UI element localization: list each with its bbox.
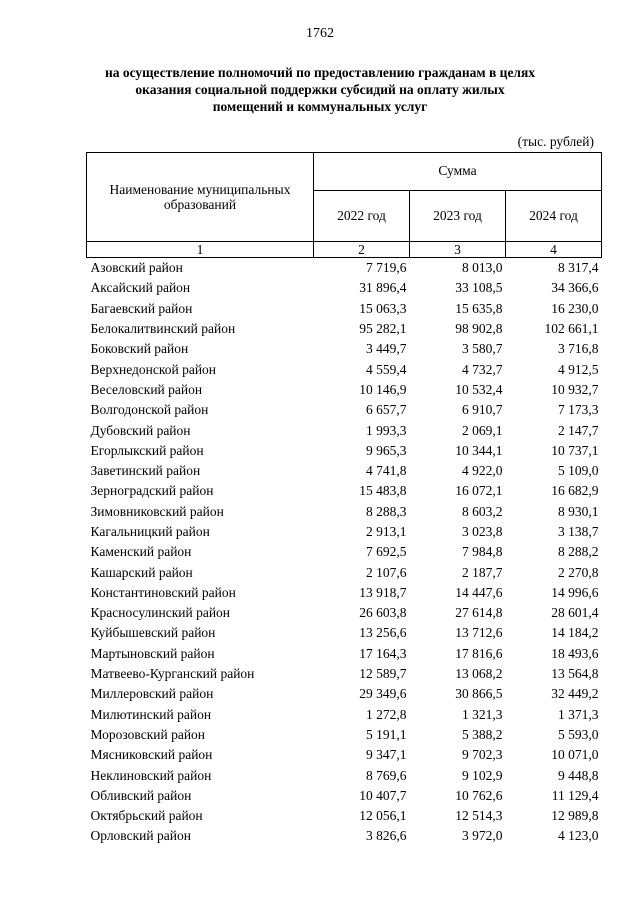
amount-2024: 18 493,6 [551, 645, 599, 661]
table-row [87, 562, 602, 582]
amount-2023: 13 712,6 [455, 625, 503, 641]
amount-2023: 2 069,1 [462, 422, 503, 438]
amount-2023: 30 866,5 [455, 686, 503, 702]
municipality-name: Мартыновский район [90, 645, 215, 661]
amount-2024: 5 593,0 [558, 726, 599, 742]
table-row [87, 441, 602, 461]
amount-2022: 7 719,6 [366, 260, 407, 276]
column-number: 4 [506, 242, 602, 258]
amount-2023: 3 580,7 [462, 341, 503, 357]
table-row [87, 826, 602, 846]
table-row [87, 278, 602, 298]
table-row [87, 806, 602, 826]
amount-2022: 3 826,6 [366, 828, 407, 844]
municipality-name: Красносулинский район [90, 605, 231, 621]
amount-2022: 12 589,7 [359, 666, 407, 682]
municipality-name: Аксайский район [90, 280, 191, 296]
municipality-name: Азовский район [90, 260, 183, 276]
amount-2024: 34 366,6 [551, 280, 599, 296]
table-row [87, 583, 602, 603]
amount-2023: 10 762,6 [455, 787, 503, 803]
amount-2024: 16 230,0 [551, 300, 599, 316]
amount-2023: 10 344,1 [455, 442, 503, 458]
table-row [87, 542, 602, 562]
amount-2022: 31 896,4 [359, 280, 407, 296]
table-row [87, 684, 602, 704]
amount-2023: 14 447,6 [455, 584, 503, 600]
amount-2024: 102 661,1 [544, 321, 599, 337]
table-row [87, 481, 602, 501]
amount-2022: 15 483,8 [359, 483, 407, 499]
amount-2024: 3 138,7 [558, 524, 599, 539]
amount-2022: 3 449,7 [366, 341, 407, 357]
amount-2024: 7 173,3 [558, 402, 599, 418]
amount-2024: 4 123,0 [558, 828, 599, 844]
amount-2022: 15 063,3 [359, 300, 407, 316]
amount-2023: 7 984,8 [462, 544, 503, 560]
table-row [87, 765, 602, 785]
amount-2023: 1 321,3 [462, 706, 503, 722]
table-row [87, 420, 602, 440]
amount-2023: 13 068,2 [455, 666, 503, 682]
municipality-name: Кашарский район [90, 564, 193, 580]
amount-2022: 7 692,5 [366, 544, 407, 560]
amount-2024: 14 996,6 [551, 584, 599, 600]
amount-2022: 13 256,6 [359, 625, 407, 641]
municipality-name: Матвеево-Курганский район [90, 666, 255, 682]
amount-2024: 8 317,4 [558, 260, 599, 276]
table-row [87, 644, 602, 664]
amount-2024: 14 184,2 [551, 625, 599, 641]
table-row [87, 299, 602, 319]
municipality-name: Милютинский район [90, 706, 212, 722]
amount-2022: 4 741,8 [366, 463, 407, 479]
amount-2023: 5 388,2 [462, 726, 503, 742]
table-row [87, 258, 602, 279]
amount-2024: 2 147,7 [558, 422, 599, 438]
amount-2023: 9 102,9 [462, 767, 503, 783]
amount-2024: 4 912,5 [558, 361, 599, 377]
subsidy-table [86, 152, 602, 847]
table-body [87, 258, 602, 847]
amount-2024: 28 601,4 [551, 605, 599, 621]
amount-2024: 5 109,0 [558, 463, 599, 479]
municipality-name: Верхнедонской район [90, 361, 217, 377]
amount-2022: 10 146,9 [359, 381, 407, 397]
amount-2022: 8 769,6 [366, 767, 407, 783]
amount-2023: 10 532,4 [455, 381, 503, 397]
document-title [60, 64, 580, 115]
column-number: 3 [410, 242, 506, 258]
municipality-name: Зерноградский район [90, 483, 214, 499]
table-row [87, 461, 602, 481]
municipality-name: Зимовниковский район [90, 503, 224, 519]
amount-2023: 4 732,7 [462, 361, 503, 377]
amount-2023: 3 972,0 [462, 828, 503, 844]
column-header-2022: 2022 год [314, 190, 410, 241]
amount-2023: 9 702,3 [462, 747, 503, 763]
amount-2024: 8 288,2 [558, 544, 599, 560]
table-row [87, 522, 602, 542]
amount-2023: 8 603,2 [462, 503, 503, 519]
amount-2022: 13 918,7 [359, 584, 407, 600]
column-header-sum: Сумма [314, 153, 602, 191]
amount-2022: 6 657,7 [366, 402, 407, 418]
amount-2022: 9 965,3 [366, 442, 407, 458]
municipality-name: Дубовский район [90, 422, 191, 438]
amount-2022: 8 288,3 [366, 503, 407, 519]
amount-2022: 10 407,7 [359, 787, 407, 803]
table-row [87, 786, 602, 806]
municipality-name: Октябрьский район [90, 808, 203, 824]
amount-2023: 98 902,8 [455, 321, 503, 337]
table-row [87, 664, 602, 684]
amount-2022: 4 559,4 [366, 361, 407, 377]
amount-2023: 4 922,0 [462, 463, 503, 479]
amount-2024: 11 129,4 [551, 787, 599, 803]
municipality-name: Веселовский район [90, 381, 203, 397]
amount-2024: 32 449,2 [551, 686, 599, 702]
municipality-name: Каменский район [90, 544, 192, 560]
amount-2022: 2 107,6 [366, 564, 407, 580]
municipality-name: Волгодонской район [90, 402, 209, 418]
amount-2024: 16 682,9 [551, 483, 599, 499]
table-row [87, 400, 602, 420]
amount-2024: 10 071,0 [551, 747, 599, 763]
amount-2024: 10 737,1 [551, 442, 599, 458]
table-row [87, 603, 602, 623]
municipality-name: Боковский район [90, 341, 189, 357]
table-row [87, 623, 602, 643]
municipality-name: Обливский район [90, 787, 192, 803]
amount-2024: 2 270,8 [558, 564, 599, 580]
amount-2024: 10 932,7 [551, 381, 599, 397]
table-row [87, 502, 602, 522]
amount-2022: 9 347,1 [366, 747, 407, 763]
amount-2022: 1 272,8 [366, 706, 407, 722]
municipality-name: Багаевский район [90, 300, 193, 316]
amount-2023: 8 013,0 [462, 260, 503, 276]
amount-2023: 27 614,8 [455, 605, 503, 621]
amount-2023: 2 187,7 [462, 564, 503, 580]
amount-2022: 95 282,1 [359, 321, 407, 337]
municipality-name: Морозовский район [90, 726, 206, 742]
page-number: 1762 [306, 26, 334, 41]
amount-2024: 13 564,8 [551, 666, 599, 682]
table-row [87, 725, 602, 745]
amount-2022: 17 164,3 [359, 645, 407, 661]
municipality-name: Неклиновский район [90, 767, 212, 783]
amount-2024: 12 989,8 [551, 808, 599, 824]
amount-2022: 26 603,8 [359, 605, 407, 621]
column-header-2023: 2023 год [410, 190, 506, 241]
municipality-name: Белокалитвинский район [90, 321, 236, 337]
title-line: оказания социальной поддержки субсидий на оплату жилых [135, 82, 505, 97]
municipality-name: Константиновский район [90, 584, 236, 600]
title-line: на осуществление полномочий по предоставлению гражданам в целях [104, 65, 536, 80]
municipality-name: Куйбышевский район [90, 625, 216, 641]
column-header-name: Наименование муниципальных образований [87, 153, 314, 242]
amount-2023: 33 108,5 [455, 280, 503, 296]
amount-2022: 2 913,1 [366, 524, 407, 539]
column-header-2024: 2024 год [506, 190, 602, 241]
municipality-name: Заветинский район [90, 463, 201, 479]
title-line: помещений и коммунальных услуг [212, 99, 428, 114]
municipality-name: Орловский район [90, 828, 191, 844]
amount-2022: 29 349,6 [359, 686, 407, 702]
amount-2023: 12 514,3 [455, 808, 503, 824]
municipality-name: Мясниковский район [90, 747, 213, 763]
amount-2024: 3 716,8 [558, 341, 599, 357]
municipality-name: Егорлыкский район [90, 442, 204, 458]
table-row [87, 380, 602, 400]
municipality-name: Кагальницкий район [90, 524, 210, 539]
amount-2024: 9 448,8 [558, 767, 599, 783]
column-number: 2 [314, 242, 410, 258]
amount-2023: 16 072,1 [455, 483, 503, 499]
amount-2023: 15 635,8 [455, 300, 503, 316]
amount-2024: 8 930,1 [558, 503, 599, 519]
municipality-name: Миллеровский район [90, 686, 214, 702]
units-label: (тыс. рублей) [517, 134, 594, 149]
table-row [87, 359, 602, 379]
amount-2022: 5 191,1 [366, 726, 407, 742]
column-number: 1 [87, 242, 314, 258]
amount-2022: 12 056,1 [359, 808, 407, 824]
amount-2023: 17 816,6 [455, 645, 503, 661]
amount-2024: 1 371,3 [558, 706, 599, 722]
amount-2023: 3 023,8 [462, 524, 503, 539]
table-row [87, 705, 602, 725]
table-row [87, 319, 602, 339]
table-row [87, 339, 602, 359]
amount-2022: 1 993,3 [366, 422, 407, 438]
table-row [87, 745, 602, 765]
amount-2023: 6 910,7 [462, 402, 503, 418]
